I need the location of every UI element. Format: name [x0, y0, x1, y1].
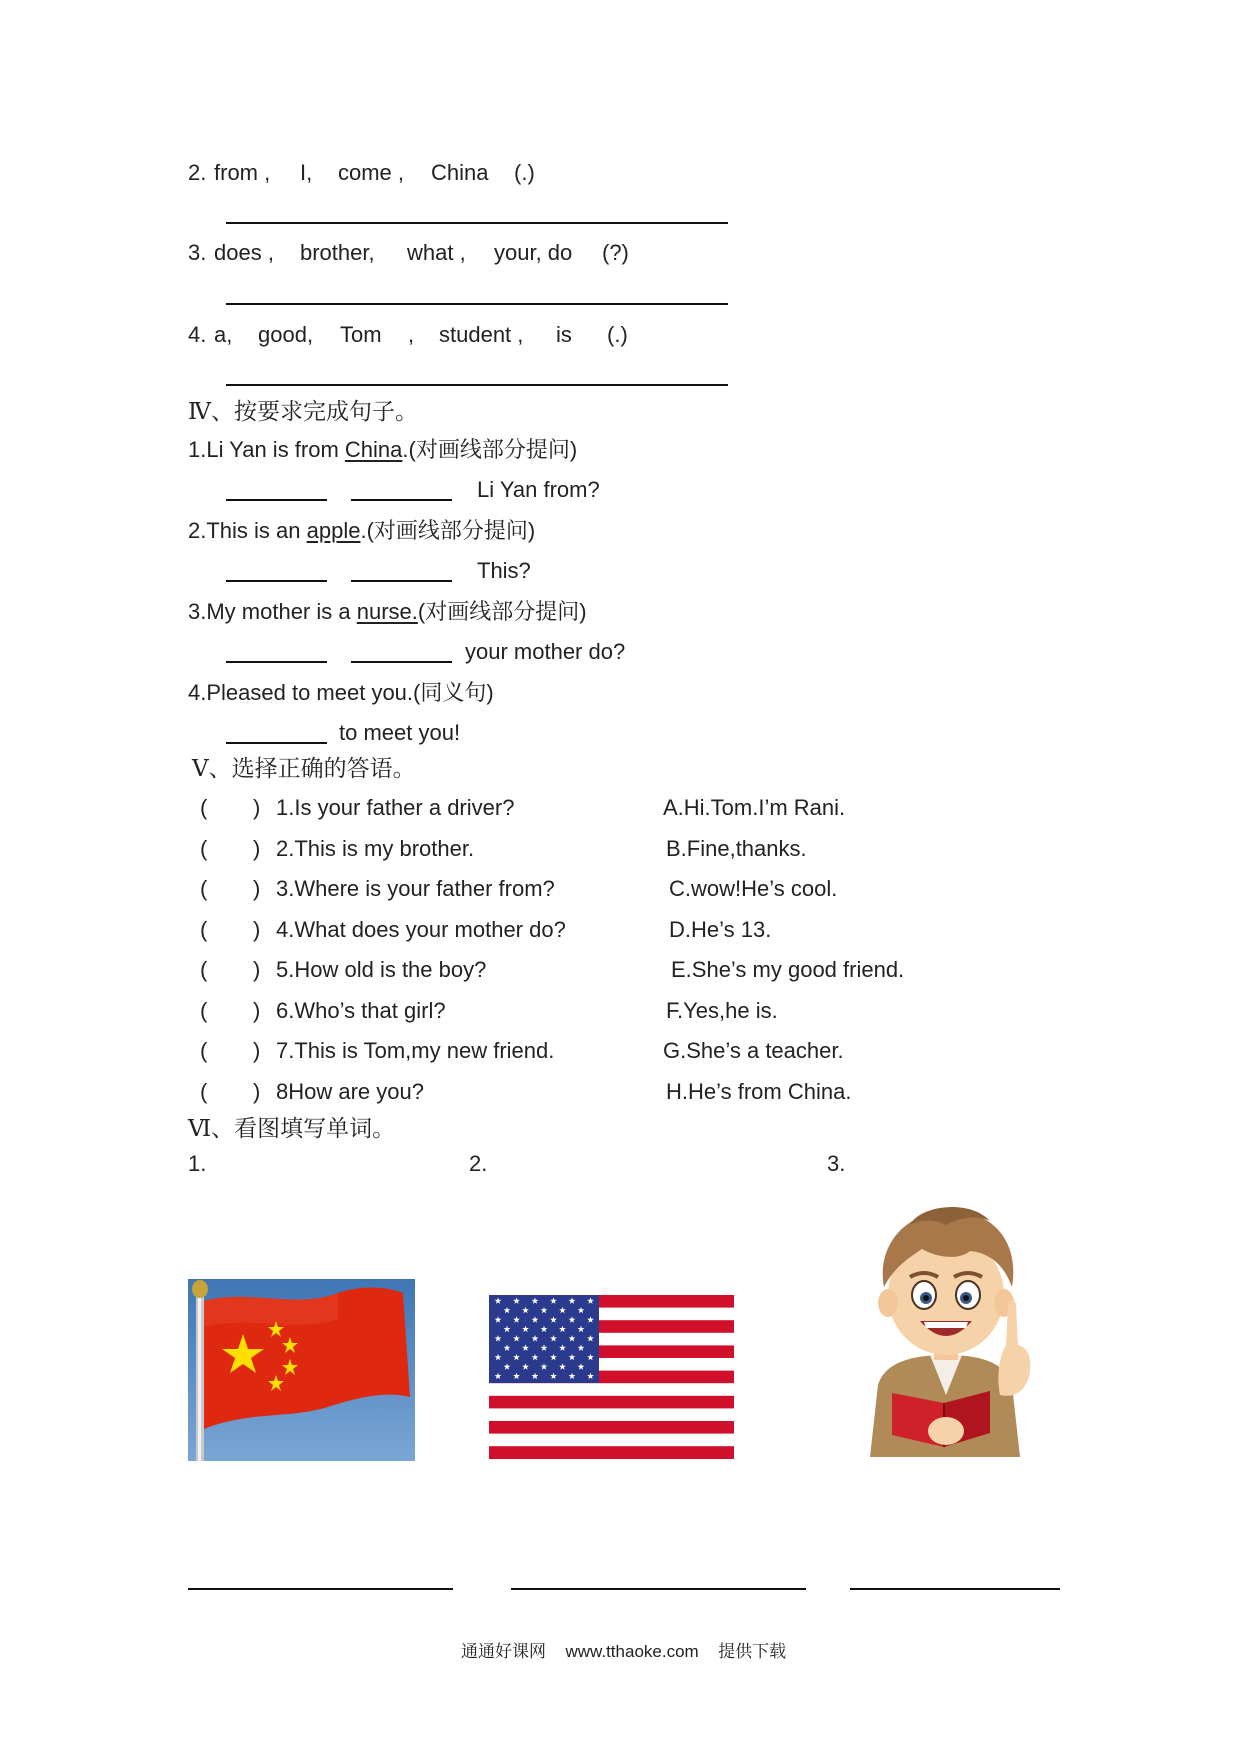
s4-q1-blank-2[interactable] [351, 499, 452, 501]
s4-q4-blank-1[interactable] [226, 742, 327, 744]
q3-word-3: what , [407, 240, 466, 265]
s5-question: 6.Who’s that girl? [276, 998, 446, 1023]
q3-word-4: your, do [494, 240, 573, 265]
s5-answer-slot[interactable] [212, 996, 252, 1024]
q4-number: 4. [188, 322, 207, 347]
s5-paren-close: ) [253, 795, 261, 820]
s5-paren-open: ( [200, 1038, 208, 1063]
footer-url[interactable]: www.tthaoke.com [565, 1642, 699, 1661]
s4-q3-blank-1[interactable] [226, 661, 327, 663]
s5-paren-open: ( [200, 917, 208, 942]
s4-q4-prompt: 4.Pleased to meet you.(同义句) [188, 680, 494, 705]
s5-question: 2.This is my brother. [276, 836, 475, 861]
q4-word-3: Tom [340, 322, 382, 347]
s5-question: 1.Is your father a driver? [276, 795, 515, 820]
s5-option: A.Hi.Tom.I’m Rani. [663, 795, 846, 820]
s5-paren-close: ) [253, 836, 261, 861]
s5-question: 5.How old is the boy? [276, 957, 487, 982]
section6-heading: Ⅵ、看图填写单词。 [188, 1116, 396, 1142]
q3-word-2: brother, [300, 240, 375, 265]
s5-paren-close: ) [253, 957, 261, 982]
s4-q1-answer-tail: Li Yan from? [477, 477, 600, 502]
q3-word-5: (?) [602, 240, 629, 265]
s5-question: 8How are you? [276, 1079, 424, 1104]
q2-word-3: come , [338, 160, 405, 185]
s5-paren-open: ( [200, 876, 208, 901]
boy-student-image [850, 1195, 1045, 1457]
q2-answer-line[interactable] [226, 222, 728, 224]
footer-site-name: 通通好课网 [461, 1642, 546, 1661]
s5-answer-slot[interactable] [212, 834, 252, 862]
section5-heading: Ⅴ、选择正确的答语。 [192, 756, 416, 782]
s4-q1-prompt: 1.Li Yan is from China.(对画线部分提问) [188, 437, 578, 462]
s5-paren-close: ) [253, 917, 261, 942]
s6-answer-line-3[interactable] [850, 1588, 1060, 1590]
q3-word-1: does , [214, 240, 274, 265]
q2-word-1: from , [214, 160, 271, 185]
s5-paren-open: ( [200, 998, 208, 1023]
s5-question: 7.This is Tom,my new friend. [276, 1038, 555, 1063]
q4-word-4: , [408, 322, 415, 347]
s5-answer-slot[interactable] [212, 1077, 252, 1105]
s5-question: 3.Where is your father from? [276, 876, 555, 901]
s6-label-3: 3. [827, 1151, 846, 1176]
s4-q1-underlined: China [344, 437, 403, 462]
s5-answer-slot[interactable] [212, 1036, 252, 1064]
q4-word-7: (.) [607, 322, 628, 347]
s4-q3-underlined: nurse. [356, 599, 418, 624]
q2-number: 2. [188, 160, 207, 185]
s5-option: E.She’s my good friend. [671, 957, 905, 982]
s5-paren-close: ) [253, 998, 261, 1023]
s4-q2-blank-1[interactable] [226, 580, 327, 582]
q2-word-4: China [431, 160, 489, 185]
s5-option: H.He’s from China. [666, 1079, 852, 1104]
s4-q4-answer-tail: to meet you! [339, 720, 461, 745]
q3-answer-line[interactable] [226, 303, 728, 305]
q4-word-1: a, [214, 322, 233, 347]
s5-paren-close: ) [253, 1038, 261, 1063]
s5-paren-open: ( [200, 957, 208, 982]
s4-q2-underlined: apple [306, 518, 361, 543]
s5-answer-slot[interactable] [212, 874, 252, 902]
s5-paren-open: ( [200, 836, 208, 861]
footer-tail: 提供下载 [718, 1642, 787, 1661]
section4-heading: Ⅳ、按要求完成句子。 [188, 399, 418, 425]
q4-word-5: student , [439, 322, 524, 347]
q3-number: 3. [188, 240, 207, 265]
q4-answer-line[interactable] [226, 384, 728, 386]
s5-paren-close: ) [253, 876, 261, 901]
q4-word-2: good, [258, 322, 314, 347]
china-flag-image [188, 1279, 415, 1461]
s4-q2-blank-2[interactable] [351, 580, 452, 582]
s5-option: D.He’s 13. [669, 917, 772, 942]
s6-label-2: 2. [469, 1151, 488, 1176]
q2-word-2: I, [300, 160, 313, 185]
s4-q2-prompt: 2.This is an apple.(对画线部分提问) [188, 518, 536, 543]
s5-option: C.wow!He’s cool. [669, 876, 838, 901]
usa-flag-image [489, 1295, 734, 1459]
s4-q3-prompt: 3.My mother is a nurse.(对画线部分提问) [188, 599, 587, 624]
s5-paren-open: ( [200, 1079, 208, 1104]
s5-answer-slot[interactable] [212, 915, 252, 943]
s5-option: F.Yes,he is. [666, 998, 778, 1023]
s4-q3-blank-2[interactable] [351, 661, 452, 663]
footer [461, 1642, 786, 1662]
s6-answer-line-1[interactable] [188, 1588, 453, 1590]
s5-answer-slot[interactable] [212, 793, 252, 821]
s5-option: B.Fine,thanks. [666, 836, 807, 861]
s4-q1-blank-1[interactable] [226, 499, 327, 501]
s4-q3-answer-tail: your mother do? [465, 639, 626, 664]
q4-word-6: is [556, 322, 572, 347]
s4-q2-answer-tail: This? [477, 558, 531, 583]
s5-answer-slot[interactable] [212, 955, 252, 983]
q2-word-5: (.) [514, 160, 535, 185]
s5-paren-open: ( [200, 795, 208, 820]
s6-answer-line-2[interactable] [511, 1588, 806, 1590]
s5-option: G.She’s a teacher. [663, 1038, 844, 1063]
s5-paren-close: ) [253, 1079, 261, 1104]
s6-label-1: 1. [188, 1151, 207, 1176]
s5-question: 4.What does your mother do? [276, 917, 566, 942]
